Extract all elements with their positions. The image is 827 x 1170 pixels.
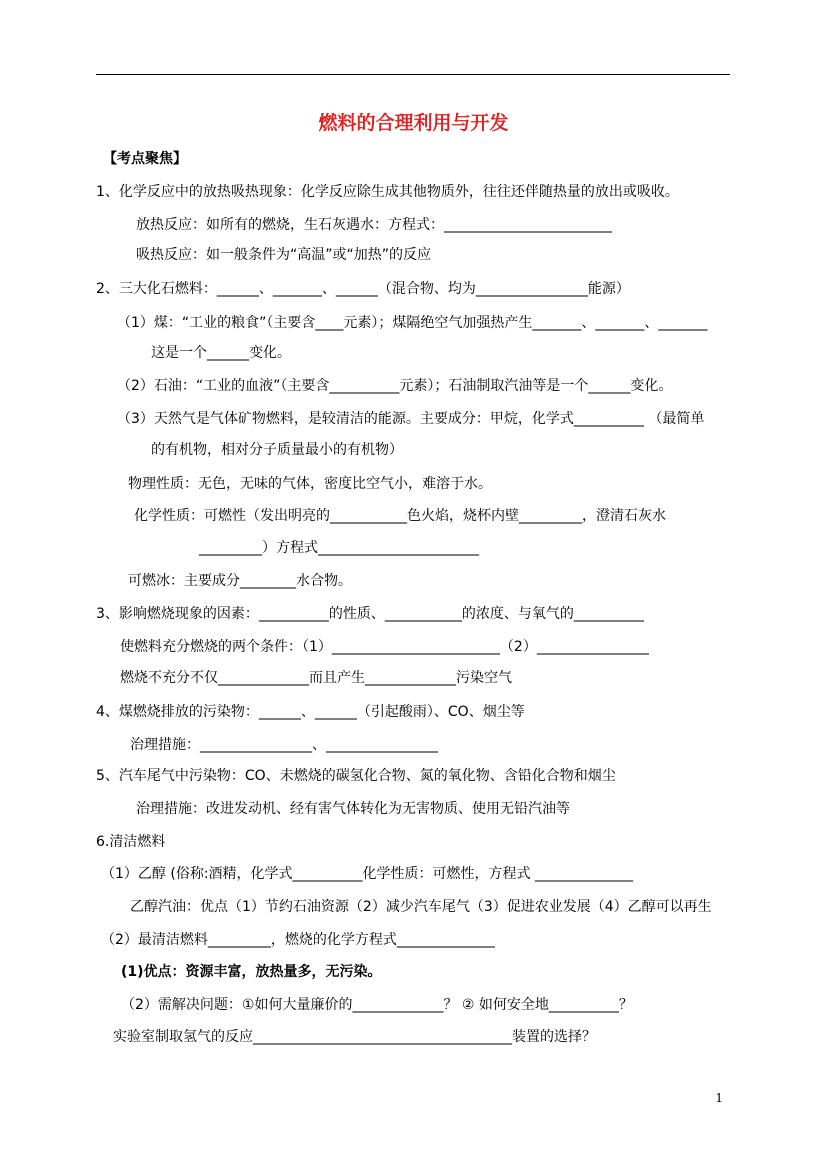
text-line: 使燃料充分燃烧的两个条件：（1）________________________（2）________________ — [120, 639, 649, 655]
document-title: 燃料的合理利用与开发 — [318, 112, 509, 134]
text-line: 2、三大化石燃料：______、_______、______（混合物、均为________________能源） — [96, 281, 630, 297]
text-line: 治理措施：改进发动机、经有害气体转化为无害物质、使用无铅汽油等 — [136, 801, 570, 817]
text-line: 3、影响燃烧现象的因素：__________的性质、___________的浓度、与氧气的__________ — [96, 606, 644, 622]
text-line: 乙醇汽油：优点（1）节约石油资源（2）减少汽车尾气（3）促进农业发展（4）乙醇可以再生 — [130, 899, 712, 915]
page-number: 1 — [715, 1091, 723, 1105]
text-line: (1)优点：资源丰富，放热量多，无污染。 — [121, 964, 382, 980]
text-line: 治理措施：________________、________________ — [130, 737, 438, 753]
text-line: （1）乙醇 (俗称:酒精，化学式__________化学性质：可燃性，方程式 ______________ — [101, 866, 633, 882]
text-line: 燃烧不充分不仅_____________而且产生_____________污染空气 — [120, 670, 512, 686]
text-line: （3）天然气是气体矿物燃料，是较清洁的能源。主要成分：甲烷，化学式__________ （最简单 — [117, 411, 705, 427]
section-heading: 【考点聚焦】 — [103, 151, 187, 167]
text-line: 物理性质：无色，无味的气体，密度比空气小，难溶于水。 — [128, 476, 492, 492]
text-line: 6.清洁燃料 — [96, 834, 166, 850]
text-line: （1）煤：“工业的粮食”（主要含____元素）；煤隔绝空气加强热产生_______、_______、_______ — [117, 315, 708, 331]
text-line: 化学性质：可燃性（发出明亮的___________色火焰，烧杯内壁_________，澄清石灰水 — [134, 508, 666, 524]
text-line: 放热反应：如所有的燃烧，生石灰遇水：方程式：________________________ — [136, 217, 612, 233]
text-line: 1、化学反应中的放热吸热现象：化学反应除生成其他物质外，往往还伴随热量的放出或吸收。 — [96, 184, 679, 200]
text-line: _________）方程式_______________________ — [199, 540, 479, 556]
text-line: （2）最清洁燃料_________，燃烧的化学方程式______________ — [101, 932, 495, 948]
text-line: 实验室制取氢气的反应_____________________________________装置的选择？ — [113, 1029, 596, 1045]
text-line: （2）石油：“工业的血液”（主要含__________元素）；石油制取汽油等是一个______变化。 — [117, 378, 673, 394]
text-line: 的有机物，相对分子质量最小的有机物） — [151, 442, 403, 458]
header-rule — [96, 74, 730, 75]
text-line: 这是一个______变化。 — [151, 345, 291, 361]
text-line: 吸热反应：如一般条件为“高温”或“加热”的反应 — [136, 247, 432, 263]
text-line: （2）需解决问题：①如何大量廉价的_____________？ ② 如何安全地__________？ — [121, 997, 633, 1013]
text-line: 可燃冰：主要成分________水合物。 — [128, 573, 352, 589]
text-line: 4、煤燃烧排放的污染物：______、______（引起酸雨）、CO、烟尘等 — [96, 704, 525, 720]
text-line: 5、汽车尾气中污染物：CO、未燃烧的碳氢化合物、氮的氧化物、含铅化合物和烟尘 — [96, 768, 616, 784]
